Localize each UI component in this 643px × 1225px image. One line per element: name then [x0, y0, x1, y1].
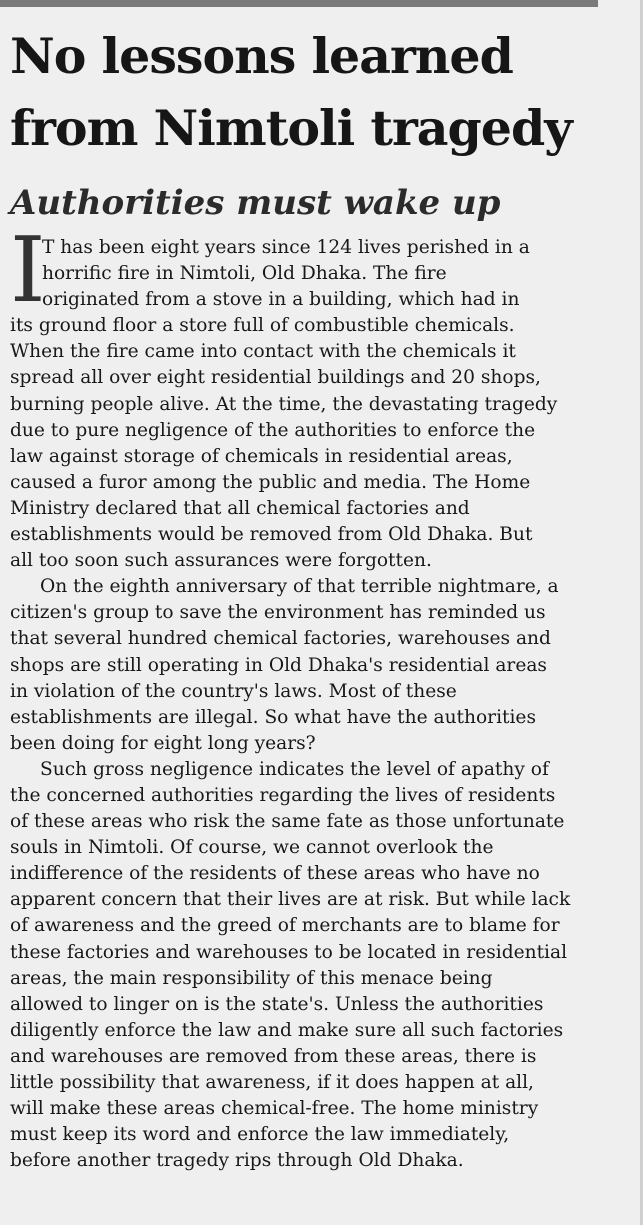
body-line: before another tragedy rips through Old Dhaka. [10, 1150, 464, 1172]
body-line: little possibility that awareness, if it does happen at all, [10, 1072, 534, 1093]
body-line: must keep its word and enforce the law immediately, [10, 1124, 510, 1146]
body-line: the concerned authorities regarding the lives of residents [10, 784, 556, 806]
subheadline: Authorities must wake up [10, 183, 501, 223]
body-line: When the fire came into contact with the chemicals it [10, 341, 516, 363]
body-line: due to pure negligence of the authorities to enforce the [10, 419, 536, 441]
body-line: apparent concern that their lives are at risk. But while lack [10, 889, 571, 911]
body-line: Such gross negligence indicates the level of apathy of [40, 758, 549, 780]
body-line: been doing for eight long years? [10, 732, 316, 754]
body-line: Ministry declared that all chemical factories and [10, 497, 470, 519]
drop-cap: I [10, 218, 46, 323]
headline-line-1: No lessons learned [10, 27, 513, 85]
body-line: in violation of the country's laws. Most of these [10, 680, 457, 702]
body-line: originated from a stove in a building, which had in [42, 289, 520, 311]
body-line: and warehouses are removed from these areas, there is [10, 1045, 537, 1067]
body-line: spread all over eight residential buildings and 20 shops, [10, 367, 541, 389]
article-body [10, 235, 638, 1174]
headline [10, 20, 630, 164]
body-line: On the eighth anniversary of that terrible nightmare, a [40, 576, 559, 598]
body-line: caused a furor among the public and media. The Home [10, 471, 531, 493]
body-line: burning people alive. At the time, the devastating tragedy [10, 393, 558, 415]
body-line: indifference of the residents of these areas who have no [10, 863, 540, 885]
body-line: T has been eight years since 124 lives perished in a [42, 237, 530, 258]
body-line: law against storage of chemicals in residential areas, [10, 445, 513, 467]
body-line: will make these areas chemical-free. The home ministry [10, 1098, 539, 1120]
body-line: its ground floor a store full of combustible chemicals. [10, 315, 515, 337]
body-line: horrific fire in Nimtoli, Old Dhaka. The fire [42, 263, 447, 285]
body-line: of awareness and the greed of merchants are to blame for [10, 915, 560, 937]
body-line: of these areas who risk the same fate as those unfortunate [10, 811, 565, 833]
body-line: allowed to linger on is the state's. Unless the authorities [10, 993, 544, 1015]
body-line: establishments are illegal. So what have the authorities [10, 706, 536, 728]
body-line: all too soon such assurances were forgotten. [10, 550, 432, 572]
body-line: areas, the main responsibility of this menace being [10, 967, 493, 989]
body-line: shops are still operating in Old Dhaka's residential areas [10, 654, 547, 676]
top-rule [0, 0, 598, 7]
headline-line-2: from Nimtoli tragedy [10, 99, 572, 157]
body-line: these factories and warehouses to be located in residential [10, 941, 568, 963]
body-line: souls in Nimtoli. Of course, we cannot overlook the [10, 837, 494, 859]
body-line: that several hundred chemical factories, warehouses and [10, 628, 551, 650]
body-line: citizen's group to save the environment has reminded us [10, 602, 546, 624]
body-line: diligently enforce the law and make sure all such factories [10, 1019, 564, 1041]
body-line: establishments would be removed from Old Dhaka. But [10, 524, 533, 546]
